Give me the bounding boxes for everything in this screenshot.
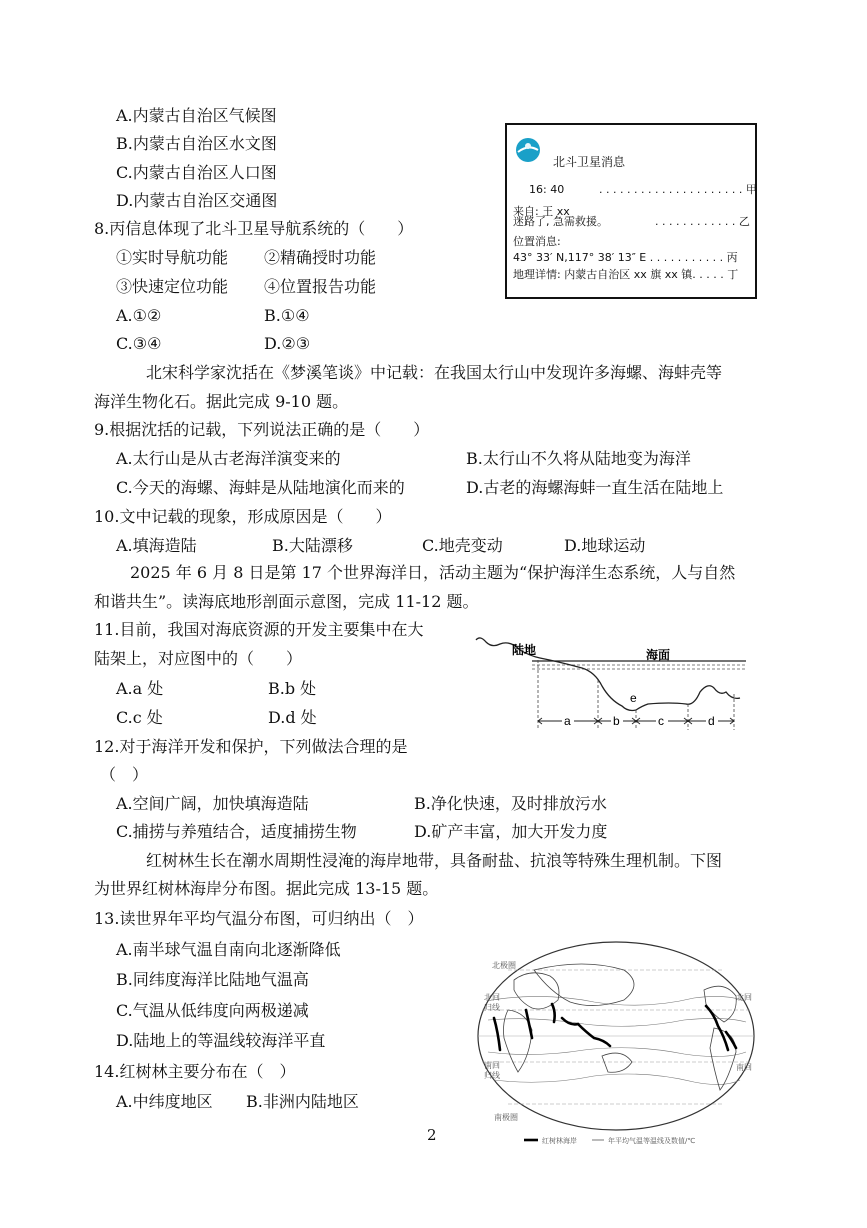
q10-option-a: A.填海造陆 xyxy=(116,536,197,555)
page-number: 2 xyxy=(427,1126,437,1144)
q12-option-d: D.矿产丰富，加大开发力度 xyxy=(414,822,608,841)
seabed-profile-diagram xyxy=(470,630,750,735)
message-time: 16: 40 xyxy=(529,183,565,196)
segment-label-b: b xyxy=(613,714,620,728)
q11-option-a: A.a 处 xyxy=(116,679,164,698)
map-label-tropic-s-2: 归线 xyxy=(484,1071,500,1080)
q7-option-d: D.内蒙古自治区交通图 xyxy=(116,191,278,210)
passage-13-15-line1: 红树林生长在潮水周期性浸淹的海岸地带，具备耐盐、抗浪等特殊生理机制。下图 xyxy=(146,851,723,870)
q9-option-d: D.古老的海螺海蚌一直生活在陆地上 xyxy=(466,478,724,497)
message-from: 来自: 王 xx xyxy=(513,205,570,218)
q10-option-d: D.地球运动 xyxy=(564,536,646,555)
q10-option-c: C.地壳变动 xyxy=(422,536,503,555)
q13-stem: 13.读世界年平均气温分布图，可归纳出（ ） xyxy=(94,909,424,928)
q13-option-d: D.陆地上的等温线较海洋平直 xyxy=(116,1031,326,1050)
trench-label-e: e xyxy=(630,691,637,705)
q11-option-d: D.d 处 xyxy=(268,708,317,727)
sea-surface-label: 海面 xyxy=(646,648,671,662)
q8-statement-1: ①实时导航功能 xyxy=(116,248,229,267)
q10-option-b: B.大陆漂移 xyxy=(272,536,353,555)
q11-stem-line2: 陆架上，对应图中的（ ） xyxy=(94,649,303,668)
beidou-message-box xyxy=(505,123,757,299)
message-coordinates: 43° 33′ N,117° 38′ 13″ E . . . . . . . . . . . 丙 xyxy=(513,251,738,264)
map-label-tropic-s-right: 南回 xyxy=(736,1063,752,1072)
q14-stem: 14.红树林主要分布在（ ） xyxy=(94,1062,296,1081)
q9-option-a: A.太行山是从古老海洋演变来的 xyxy=(116,449,341,468)
message-line-yi: . . . . . . . . . . . . 乙 xyxy=(655,215,750,228)
map-label-tropic-s: 南回 xyxy=(484,1061,500,1070)
q7-option-a: A.内蒙古自治区气候图 xyxy=(116,106,277,125)
q9-option-c: C.今天的海螺、海蚌是从陆地演化而来的 xyxy=(116,478,405,497)
q14-option-a: A.中纬度地区 xyxy=(116,1092,213,1111)
q8-statement-4: ④位置报告功能 xyxy=(264,277,377,296)
q13-option-a: A.南半球气温自南向北逐渐降低 xyxy=(116,940,341,959)
world-mangrove-map xyxy=(474,940,758,1148)
segment-label-c: c xyxy=(658,714,664,728)
map-label-arctic: 北极圈 xyxy=(492,961,516,970)
passage-9-10-line2: 海洋生物化石。据此完成 9-10 题。 xyxy=(94,392,349,411)
message-help: 迷路了, 急需救援。 xyxy=(513,215,608,228)
segment-label-a: a xyxy=(564,714,571,728)
legend-mangrove-label: 红树林海岸 xyxy=(542,1137,577,1145)
q12-stem-line1: 12.对于海洋开发和保护，下列做法合理的是 xyxy=(94,737,408,756)
segment-label-d: d xyxy=(708,714,715,728)
legend-isotherm-label: 年平均气温等温线及数值/℃ xyxy=(608,1137,696,1145)
message-title: 北斗卫星消息 xyxy=(553,155,626,169)
map-label-tropic-n-right: 北回 xyxy=(736,993,752,1002)
q9-stem: 9.根据沈括的记载，下列说法正确的是（ ） xyxy=(94,420,430,439)
land-label: 陆地 xyxy=(512,643,537,657)
map-label-antarctic: 南极圈 xyxy=(494,1113,518,1122)
map-label-tropic-n-2: 归线 xyxy=(484,1003,500,1012)
q13-option-b: B.同纬度海洋比陆地气温高 xyxy=(116,970,309,989)
passage-11-12-line2: 和谐共生”。读海底地形剖面示意图，完成 11-12 题。 xyxy=(94,592,479,611)
passage-13-15-line2: 为世界红树林海岸分布图。据此完成 13-15 题。 xyxy=(94,879,439,898)
q13-option-c: C.气温从低纬度向两极递减 xyxy=(116,1001,309,1020)
message-location-label: 位置消息: xyxy=(513,235,561,248)
q11-stem-line1: 11.目前，我国对海底资源的开发主要集中在大 xyxy=(94,620,424,639)
beidou-logo-icon xyxy=(515,137,541,163)
q8-option-c: C.③④ xyxy=(116,334,162,353)
map-label-tropic-n: 北回 xyxy=(484,993,500,1002)
q7-option-c: C.内蒙古自治区人口图 xyxy=(116,163,277,182)
q8-statement-2: ②精确授时功能 xyxy=(264,248,377,267)
q12-option-a: A.空间广阔，加快填海造陆 xyxy=(116,794,309,813)
q14-option-b: B.非洲内陆地区 xyxy=(246,1092,359,1111)
q11-option-b: B.b 处 xyxy=(268,679,317,698)
message-line-jia: . . . . . . . . . . . . . . . . . . . . . 甲 xyxy=(599,183,757,196)
q8-stem: 8.丙信息体现了北斗卫星导航系统的（ ） xyxy=(94,219,414,238)
passage-9-10-line1: 北宋科学家沈括在《梦溪笔谈》中记载：在我国太行山中发现许多海螺、海蚌壳等 xyxy=(146,363,723,382)
q8-statement-3: ③快速定位功能 xyxy=(116,277,229,296)
q7-option-b: B.内蒙古自治区水文图 xyxy=(116,134,277,153)
q8-option-a: A.①② xyxy=(116,306,162,325)
q10-stem: 10.文中记载的现象，形成原因是（ ） xyxy=(94,507,392,526)
q12-option-c: C.捕捞与养殖结合，适度捕捞生物 xyxy=(116,822,357,841)
q12-stem-line2: （ ） xyxy=(100,765,149,784)
passage-11-12-line1: 2025 年 6 月 8 日是第 17 个世界海洋日，活动主题为“保护海洋生态系统，人与自然 xyxy=(130,563,736,582)
q8-option-d: D.②③ xyxy=(264,334,311,353)
q11-option-c: C.c 处 xyxy=(116,708,163,727)
q9-option-b: B.太行山不久将从陆地变为海洋 xyxy=(466,449,691,468)
message-geo-details: 地理详情: 内蒙古自治区 xx 旗 xx 镇. . . . . 丁 xyxy=(513,268,739,281)
q8-option-b: B.①④ xyxy=(264,306,310,325)
q12-option-b: B.净化快速，及时排放污水 xyxy=(414,794,607,813)
